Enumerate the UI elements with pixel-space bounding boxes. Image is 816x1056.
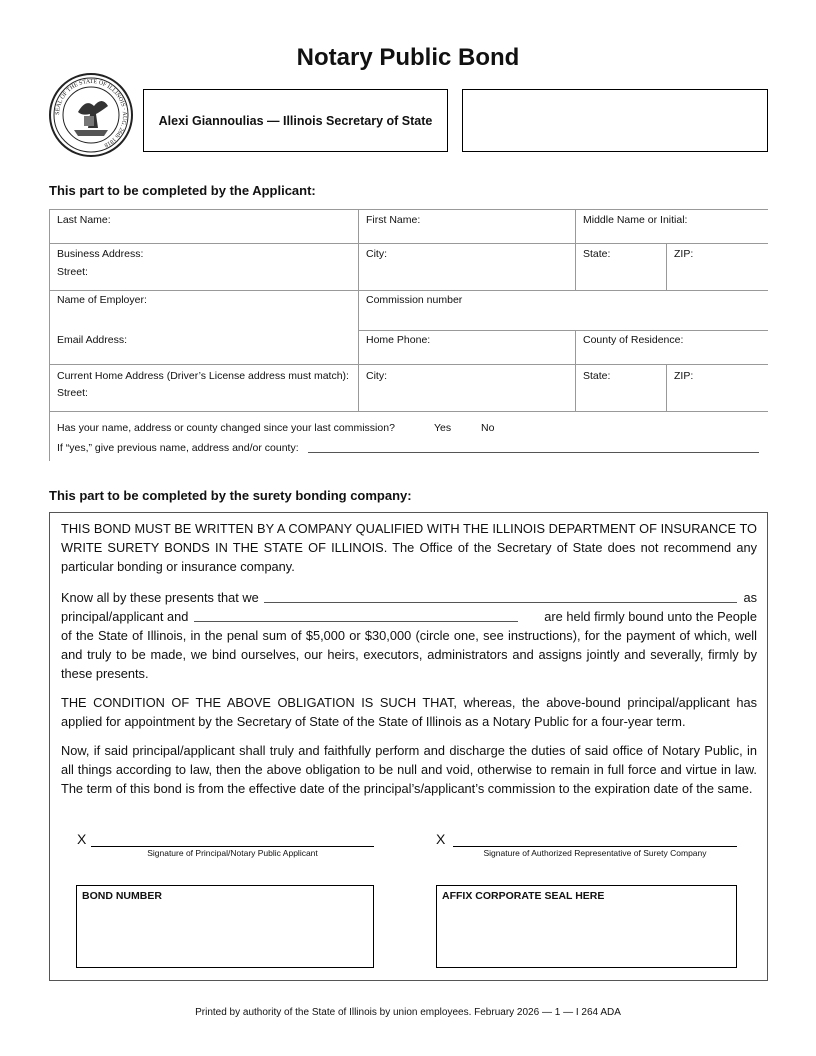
employer-field[interactable]: Name of Employer:: [57, 294, 147, 306]
middle-name-field[interactable]: Middle Name or Initial:: [583, 214, 688, 226]
seal-lettering: SEAL OF THE STATE OF ILLINOIS · AUG. 26th 1818: [54, 78, 128, 148]
bond-number-box[interactable]: [76, 885, 374, 968]
surety-company-line[interactable]: [194, 621, 518, 622]
condition-paragraph: THE CONDITION OF THE ABOVE OBLIGATION IS SUCH THAT, whereas, the above-bound principal/applicant has applied for appointment by the Secretary of State of the State of Illinois as a Notary Public for a four-year term.: [61, 695, 757, 729]
duties-paragraph: Now, if said principal/applicant shall truly and faithfully perform and discharge the duties of said office of Notary Public, in all things according to law, then the above obligation to be null and void, otherwise to remain in full force and virtue in law. The term of this bond is from the effective date of the principal’s/applicant’s commission to the expiration date of the same.: [61, 743, 757, 796]
home-city-field[interactable]: City:: [366, 370, 387, 382]
page-title: Notary Public Bond: [296, 44, 520, 71]
home-street-label: Street:: [57, 387, 88, 399]
changed-question: Has your name, address or county changed since your last commission?: [57, 422, 395, 434]
surety-section-heading: This part to be completed by the surety bonding company:: [49, 488, 412, 503]
business-city-field[interactable]: City:: [366, 248, 387, 260]
principal-name-line[interactable]: [264, 602, 738, 603]
home-zip-field[interactable]: ZIP:: [674, 370, 694, 382]
business-street-label: Street:: [57, 266, 88, 278]
secretary-name: Alexi Giannoulias — Illinois Secretary of State: [158, 113, 433, 128]
home-address-field[interactable]: Current Home Address (Driver’s License address must match):: [57, 370, 349, 382]
office-use-box: [462, 89, 768, 152]
home-phone-field[interactable]: Home Phone:: [366, 334, 431, 346]
yes-option[interactable]: Yes: [434, 422, 452, 434]
applicant-x-mark: X: [77, 831, 87, 847]
business-zip-field[interactable]: ZIP:: [674, 248, 694, 260]
no-option[interactable]: No: [481, 422, 495, 434]
surety-signature-line[interactable]: [453, 846, 737, 847]
footer-text: Printed by authority of the State of Illinois by union employees. February 2026 — 1 — I 264 ADA: [195, 1007, 621, 1018]
if-yes-label: If “yes,” give previous name, address and/or county:: [57, 442, 299, 454]
first-name-field[interactable]: First Name:: [366, 214, 421, 226]
secretary-box: [143, 89, 448, 152]
business-state-field[interactable]: State:: [583, 248, 611, 260]
surety-x-mark: X: [436, 831, 446, 847]
email-field[interactable]: Email Address:: [57, 334, 128, 346]
applicant-signature-line[interactable]: [91, 846, 374, 847]
corporate-seal-label: AFFIX CORPORATE SEAL HERE: [442, 890, 605, 902]
home-state-field[interactable]: State:: [583, 370, 611, 382]
business-address-field[interactable]: Business Address:: [57, 248, 144, 260]
bond-number-label: BOND NUMBER: [82, 890, 162, 902]
applicant-section-heading: This part to be completed by the Applicant:: [49, 183, 316, 198]
commission-number-field[interactable]: Commission number: [366, 294, 463, 306]
surety-signature-caption: Signature of Authorized Representative of Surety Company: [483, 848, 707, 858]
county-field[interactable]: County of Residence:: [583, 334, 684, 346]
corporate-seal-box[interactable]: [436, 885, 737, 968]
qualification-paragraph: THIS BOND MUST BE WRITTEN BY A COMPANY QUALIFIED WITH THE ILLINOIS DEPARTMENT OF INSURANCE TO WRITE SURETY BONDS IN THE STATE OF ILLINOIS. The Office of the Secretary of State does not recommend any particular bonding or insurance company.: [61, 521, 757, 574]
state-seal: [48, 72, 134, 158]
applicant-signature-caption: Signature of Principal/Notary Public Applicant: [147, 848, 318, 858]
know-all-paragraph: Know all by these presents that we as principal/applicant and are held firmly bound unto the People of the State of Illinois, in the penal sum of $5,000 or $30,000 (circle one, see instructions), for the payment of which, well and truly to be made, we bind ourselves, our heirs, executors, administrators and assigns jointly and severally, firmly by these presents.: [61, 590, 757, 681]
previous-info-line[interactable]: [308, 452, 759, 453]
last-name-field[interactable]: Last Name:: [57, 214, 111, 226]
